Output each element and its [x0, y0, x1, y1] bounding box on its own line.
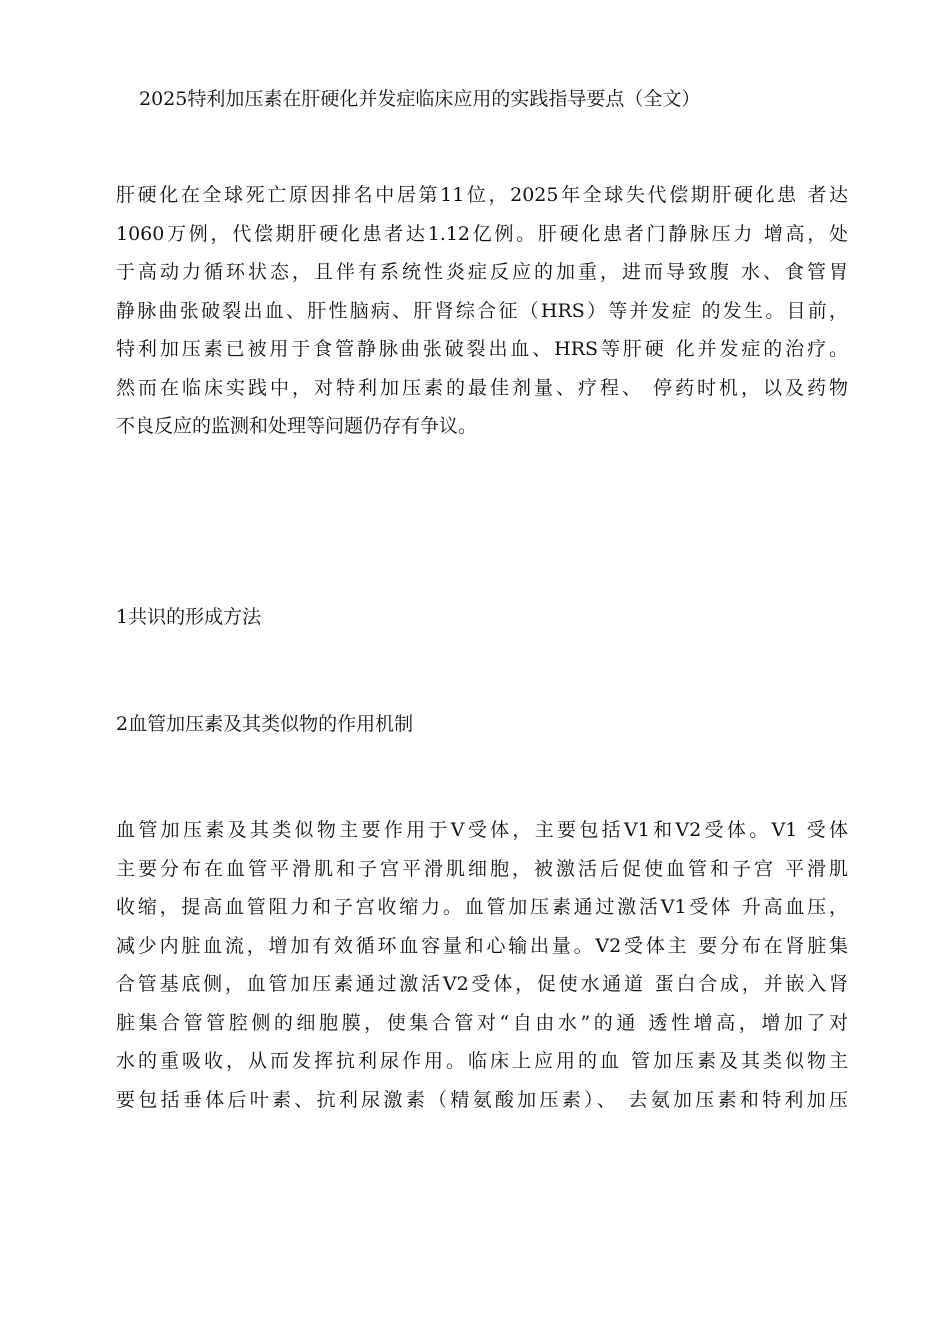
text-line: 血管加压素及其类似物主要作用于V受体，主要包括V1和V2受体。V1 受体: [116, 819, 848, 841]
text-line: 肝硬化在全球死亡原因排名中居第11位，2025年全球失代偿期肝硬化患 者达: [116, 184, 848, 206]
text-line: 收缩，提高血管阻力和子宫收缩力。血管加压素通过激活V1受体 升高血压，: [116, 896, 848, 918]
document-title: 2025特利加压素在肝硬化并发症临床应用的实践指导要点（全文）: [139, 88, 701, 110]
text-line: 不良反应的监测和处理等问题仍存有争议。: [116, 415, 478, 437]
text-line: 然而在临床实践中，对特利加压素的最佳剂量、疗程、 停药时机，以及药物: [116, 376, 848, 399]
text-line: 1060万例，代偿期肝硬化患者达1.12亿例。肝硬化患者门静脉压力 增高，处: [116, 222, 848, 245]
text-line: 减少内脏血流，增加有效循环血容量和心输出量。V2受体主 要分布在肾脏集: [116, 934, 848, 957]
text-line: 特利加压素已被用于食管静脉曲张破裂出血、HRS等肝硬 化并发症的治疗。: [116, 338, 848, 360]
text-line: 合管基底侧，血管加压素通过激活V2受体，促使水通道 蛋白合成，并嵌入肾: [116, 973, 848, 995]
text-line: 静脉曲张破裂出血、肝性脑病、肝肾综合征（HRS）等并发症 的发生。目前，: [116, 299, 848, 322]
text-line: 于高动力循环状态，且伴有系统性炎症反应的加重，进而导致腹 水、食管胃: [116, 261, 848, 283]
section-2-paragraph: [116, 811, 848, 1119]
section-1-heading: 1共识的形成方法: [116, 606, 262, 628]
text-line: 主要分布在血管平滑肌和子宫平滑肌细胞，被激活后促使血管和子宫 平滑肌: [116, 857, 848, 880]
section-2-heading: 2血管加压素及其类似物的作用机制: [116, 713, 414, 735]
intro-paragraph: [116, 176, 848, 446]
text-line: 要包括垂体后叶素、抗利尿激素（精氨酸加压素）、 去氨加压素和特利加压: [116, 1088, 848, 1111]
text-line: 水的重吸收，从而发挥抗利尿作用。临床上应用的血 管加压素及其类似物主: [116, 1050, 848, 1072]
text-line: 脏集合管管腔侧的细胞膜，使集合管对“自由水”的通 透性增高，增加了对: [116, 1011, 848, 1034]
